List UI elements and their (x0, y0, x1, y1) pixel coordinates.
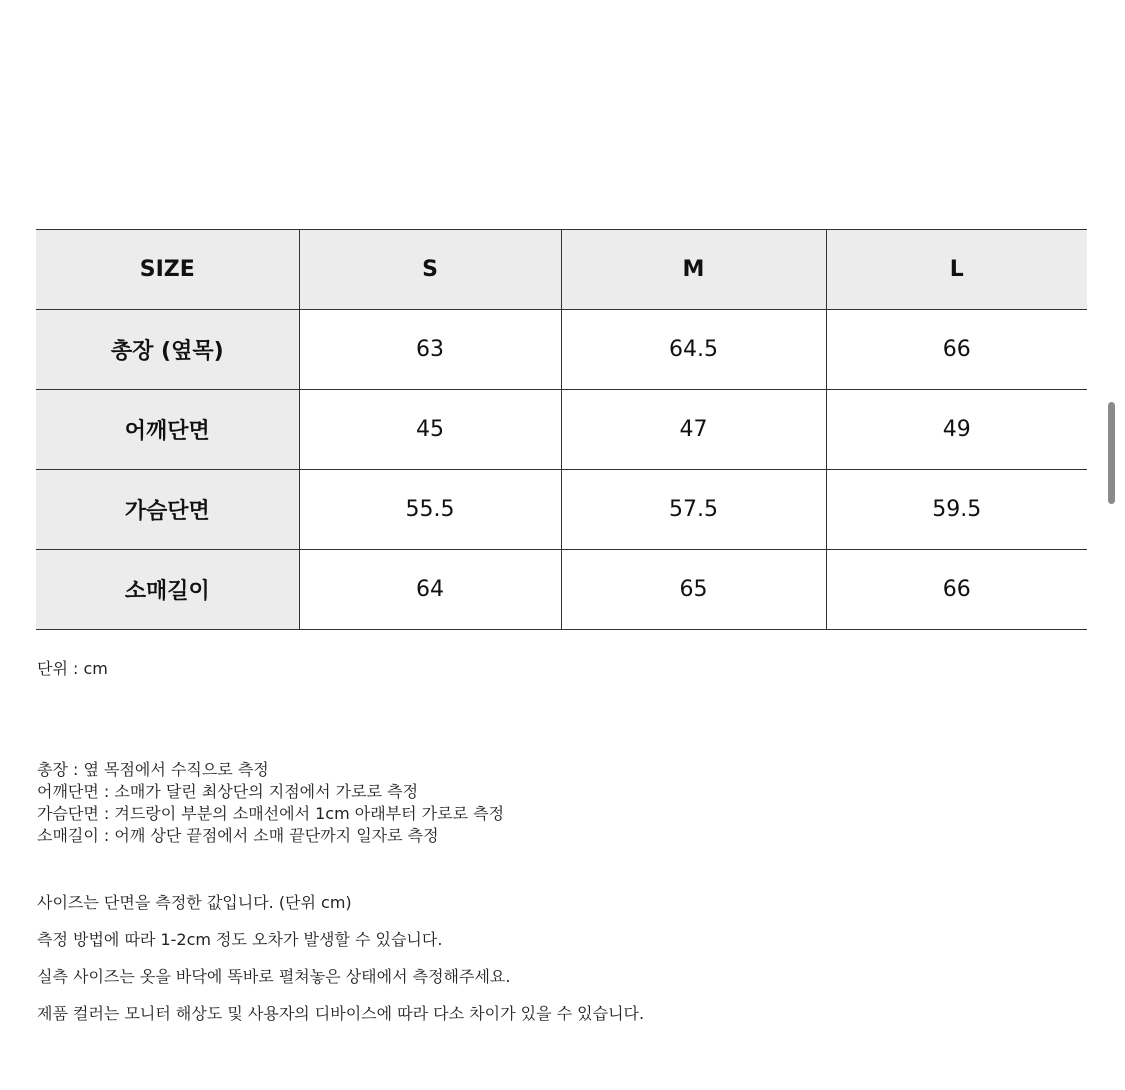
row-label: 소매길이 (36, 550, 299, 630)
table-cell: 63 (299, 310, 561, 390)
table-cell: 57.5 (561, 470, 826, 550)
table-header-row (36, 230, 1087, 310)
info-note: 측정 방법에 따라 1-2cm 정도 오차가 발생할 수 있습니다. (37, 930, 443, 949)
header-m: M (561, 230, 826, 310)
table-cell: 66 (826, 310, 1087, 390)
size-chart-table (36, 229, 1087, 630)
table-row (36, 550, 1087, 630)
table-cell: 66 (826, 550, 1087, 630)
row-label: 가슴단면 (36, 470, 299, 550)
table-row (36, 310, 1087, 390)
table-cell: 45 (299, 390, 561, 470)
measurement-guide (37, 759, 504, 847)
info-note: 제품 컬러는 모니터 해상도 및 사용자의 디바이스에 따라 다소 차이가 있을 수 있습니다. (37, 1004, 645, 1023)
measure-note: 어깨단면 : 소매가 달린 최상단의 지점에서 가로로 측정 (37, 782, 419, 801)
measure-note: 소매길이 : 어깨 상단 끝점에서 소매 끝단까지 일자로 측정 (37, 826, 439, 845)
table-cell: 65 (561, 550, 826, 630)
table-cell: 64 (299, 550, 561, 630)
row-label: 총장 (옆목) (36, 310, 299, 390)
table-cell: 64.5 (561, 310, 826, 390)
measure-note: 총장 : 옆 목점에서 수직으로 측정 (37, 760, 269, 779)
table-cell: 55.5 (299, 470, 561, 550)
header-l: L (826, 230, 1087, 310)
scrollbar-thumb[interactable] (1108, 402, 1115, 504)
table-cell: 49 (826, 390, 1087, 470)
size-disclaimer (37, 884, 644, 1032)
table-cell: 47 (561, 390, 826, 470)
info-note: 사이즈는 단면을 측정한 값입니다. (단위 cm) (37, 893, 352, 912)
header-size: SIZE (36, 230, 299, 310)
header-s: S (299, 230, 561, 310)
measure-note: 가슴단면 : 겨드랑이 부분의 소매선에서 1cm 아래부터 가로로 측정 (37, 804, 505, 823)
info-note: 실측 사이즈는 옷을 바닥에 똑바로 펼쳐놓은 상태에서 측정해주세요. (37, 967, 511, 986)
row-label: 어깨단면 (36, 390, 299, 470)
table-row (36, 470, 1087, 550)
unit-note: 단위 : cm (37, 659, 108, 678)
table-cell: 59.5 (826, 470, 1087, 550)
table-row (36, 390, 1087, 470)
